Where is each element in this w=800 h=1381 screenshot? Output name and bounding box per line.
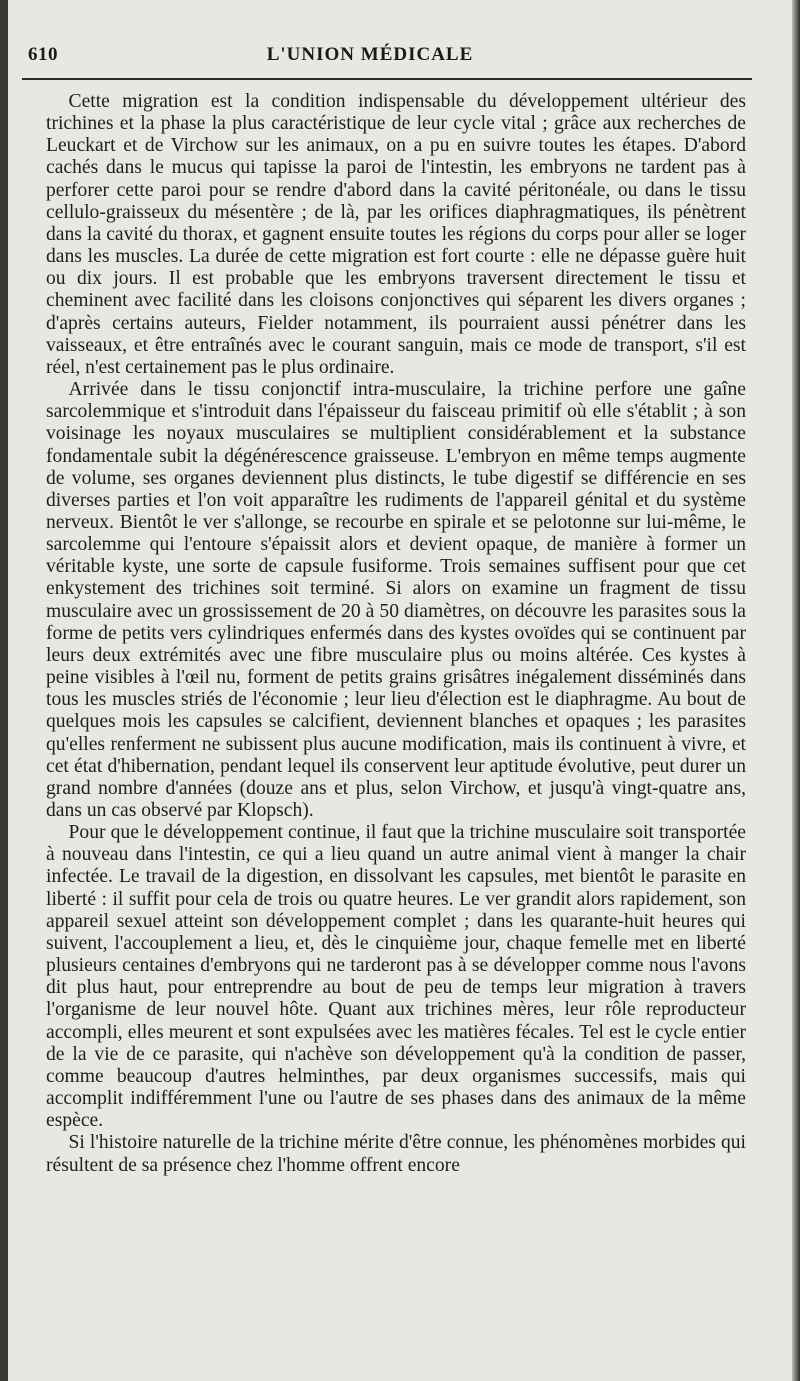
article-body	[46, 91, 746, 1177]
header-rule	[22, 78, 752, 80]
paragraph: Cette migration est la condition indispensable du développement ultérieur des trichines et la phase la plus caractéristique de leur cycle vital ; grâce aux recherches de Leuckart et de Virchow sur les animaux, on a pu en suivre toutes les étapes. D'abord cachés dans le mucus qui tapisse la paroi de l'intestin, les embryons ne tardent pas à perforer cette paroi pour se rendre d'abord dans la cavité péritonéale, ou dans le tissu cellulo-graisseux du mésentère ; de là, par les orifices diaphragmatiques, ils pénètrent dans la cavité du thorax, et gagnent ensuite toutes les régions du corps pour aller se loger dans les muscles. La durée de cette migration est fort courte : elle ne dépasse guère huit ou dix jours. Il est probable que les embryons traversent directement le tissu et cheminent avec facilité dans les cloisons conjonctives qui séparent les divers organes ; d'après certains auteurs, Fielder notamment, ils pourraient aussi pénétrer dans les vaisseaux, et être entraînés avec le courant sanguin, mais ce mode de transport, s'il est réel, n'est certainement pas le plus ordinaire.	[46, 91, 746, 378]
page-number: 610	[28, 44, 58, 65]
paragraph: Si l'histoire naturelle de la trichine mérite d'être connue, les phénomènes morbides qui résultent de sa présence chez l'homme offrent encore	[46, 1132, 746, 1176]
paragraph: Arrivée dans le tissu conjonctif intra-musculaire, la trichine perfore une gaîne sarcolemmique et s'introduit dans l'épaisseur du faisceau primitif où elle s'établit ; à son voisinage les noyaux musculaires se multiplient considérablement et la substance fondamentale subit la dégénérescence graisseuse. L'embryon en même temps augmente de volume, ses organes deviennent plus distincts, le tube digestif se différencie en ses diverses parties et l'on voit apparaître les rudiments de l'appareil génital et du système nerveux. Bientôt le ver s'allonge, se recourbe en spirale et se pelotonne sur lui-même, le sarcolemme qui l'entoure s'épaissit alors et devient opaque, de manière à former un véritable kyste, une sorte de capsule fusiforme. Trois semaines suffisent pour que cet enkystement des trichines soit terminé. Si alors on examine un fragment de tissu musculaire avec un grossissement de 20 à 50 diamètres, on découvre les parasites sous la forme de petits vers cylindriques enfermés dans des kystes ovoïdes qui se continuent par leurs deux extrémités avec une fibre musculaire plus ou moins altérée. Ces kystes à peine visibles à l'œil nu, forment de petits grains grisâtres inégalement disséminés dans tous les muscles striés de l'économie ; leur lieu d'élection est le diaphragme. Au bout de quelques mois les capsules se calcifient, deviennent blanches et opaques ; les parasites qu'elles renferment ne subissent plus aucune modification, mais ils continuent à vivre, et cet état d'hibernation, pendant lequel ils conservent leur aptitude évolutive, peut durer un grand nombre d'années (douze ans et plus, selon Virchow, et jusqu'à vingt-quatre ans, dans un cas observé par Klopsch).	[46, 379, 746, 821]
paragraph: Pour que le développement continue, il faut que la trichine musculaire soit transportée à nouveau dans l'intestin, ce qui a lieu quand un autre animal vient à manger la chair infectée. Le travail de la digestion, en dissolvant les capsules, met bientôt le parasite en liberté : il suffit pour cela de trois ou quatre heures. Le ver grandit alors rapidement, son appareil sexuel atteint son développement complet ; dans les quarante-huit heures qui suivent, l'accouplement a lieu, et, dès le cinquième jour, chaque femelle met en liberté plusieurs centaines d'embryons qui ne tarderont pas à se développer comme nous l'avons dit plus haut, pour entreprendre au bout de peu de temps leur migration à travers l'organisme de leur nouvel hôte. Quant aux trichines mères, leur rôle reproducteur accompli, elles meurent et sont expulsées avec les matières fécales. Tel est le cycle entier de la vie de ce parasite, qui n'achève son développement qu'à la condition de passer, comme beaucoup d'autres helminthes, par deux organismes successifs, mais qui accomplit indifféremment l'une ou l'autre de ses phases dans des animaux de la même espèce.	[46, 822, 746, 1132]
document-page	[8, 0, 792, 1381]
running-header	[28, 44, 752, 74]
journal-title: L'UNION MÉDICALE	[266, 44, 474, 65]
